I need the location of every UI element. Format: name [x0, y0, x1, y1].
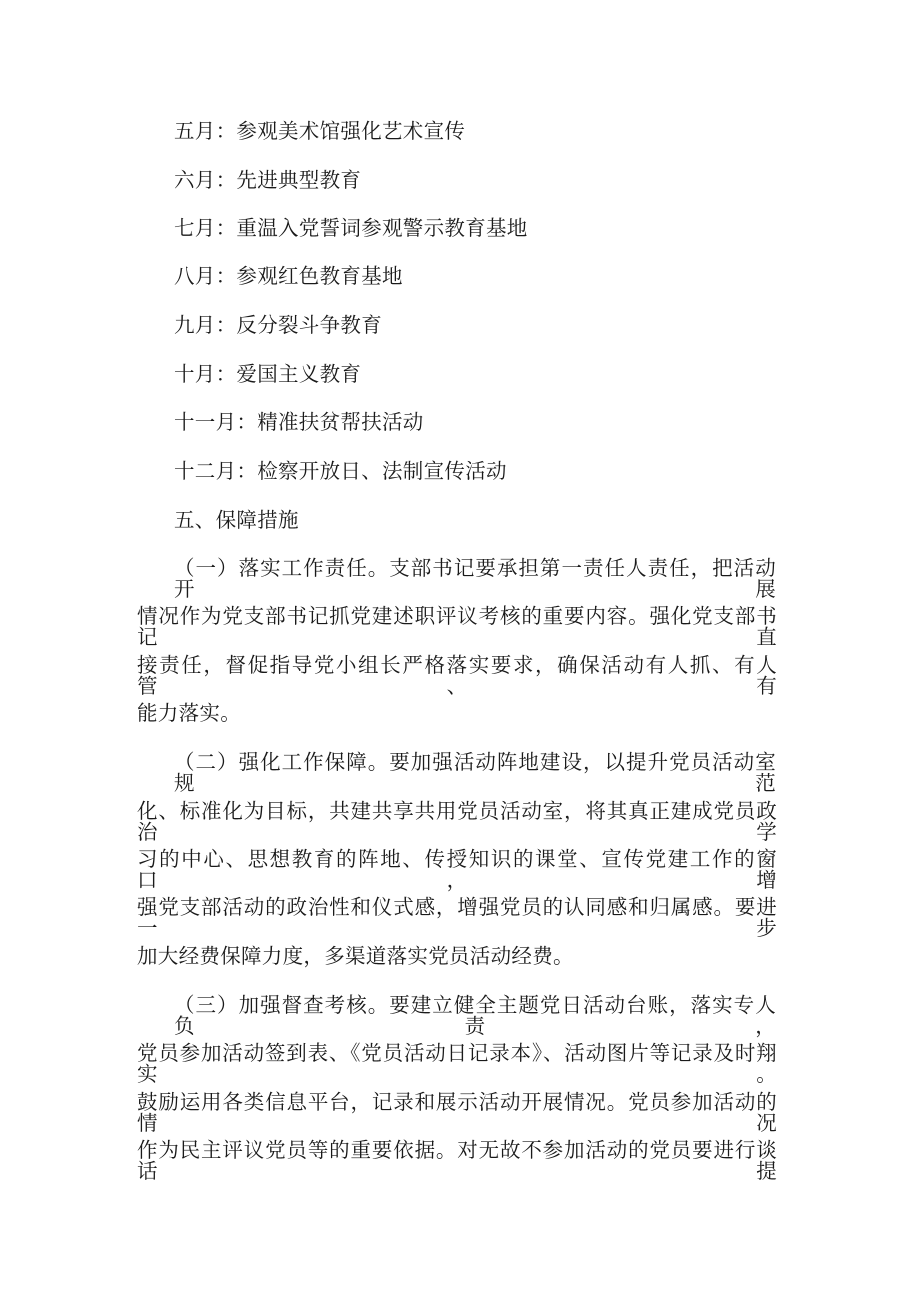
month-item-december: 十二月：检察开放日、法制宣传活动	[174, 459, 507, 483]
month-item-september: 九月：反分裂斗争教育	[174, 313, 382, 337]
paragraph-3-line-4: 作为民主评议党员等的重要依据。对无故不参加活动的党员要进行谈话提	[137, 1138, 777, 1183]
paragraph-3-line-2: 党员参加活动签到表、《党员活动日记录本》、活动图片等记录及时翔实。	[137, 1041, 777, 1086]
paragraph-1-line-4: 能力落实。	[137, 701, 241, 725]
paragraph-3-line-1: （三）加强督查考核。要建立健全主题党日活动台账，落实专人负责，	[174, 993, 776, 1038]
paragraph-1-line-3: 接责任，督促指导党小组长严格落实要求，确保活动有人抓、有人管、有	[137, 653, 777, 698]
month-item-november: 十一月：精准扶贫帮扶活动	[174, 410, 424, 434]
paragraph-1-line-1: （一）落实工作责任。支部书记要承担第一责任人责任，把活动开展	[174, 556, 776, 601]
paragraph-3-line-3: 鼓励运用各类信息平台，记录和展示活动开展情况。党员参加活动的情况	[137, 1090, 777, 1135]
paragraph-2-line-1: （二）强化工作保障。要加强活动阵地建设，以提升党员活动室规范	[174, 750, 776, 795]
month-item-july: 七月：重温入党誓词参观警示教育基地	[174, 216, 528, 240]
section-heading: 五、保障措施	[174, 508, 299, 532]
month-item-august: 八月：参观红色教育基地	[174, 264, 403, 288]
paragraph-2-line-5: 加大经费保障力度，多渠道落实党员活动经费。	[137, 944, 574, 968]
paragraph-2-line-3: 习的中心、思想教育的阵地、传授知识的课堂、宣传党建工作的窗口，增	[137, 847, 777, 892]
month-item-may: 五月：参观美术馆强化艺术宣传	[174, 119, 466, 143]
month-item-october: 十月：爱国主义教育	[174, 362, 362, 386]
paragraph-2-line-4: 强党支部活动的政治性和仪式感，增强党员的认同感和归属感。要进一步	[137, 895, 777, 940]
month-item-june: 六月：先进典型教育	[174, 168, 362, 192]
paragraph-2-line-2: 化、标准化为目标，共建共享共用党员活动室，将其真正建成党员政治学	[137, 799, 777, 844]
paragraph-1-line-2: 情况作为党支部书记抓党建述职评议考核的重要内容。强化党支部书记直	[137, 604, 777, 649]
